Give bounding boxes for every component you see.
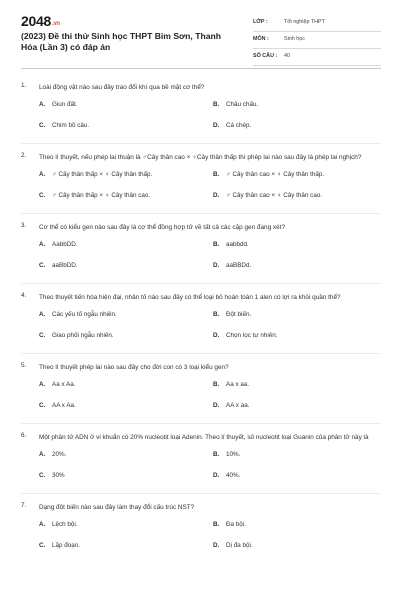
option-text: Aa x aa. [226,381,250,388]
answer-options [39,381,381,423]
question-3 [0,222,400,283]
option-text: Các yếu tố ngẫu nhiên. [52,311,117,318]
question-number: 3. [21,222,27,229]
meta-value: 40 [284,53,290,59]
answer-option-b[interactable] [213,311,251,318]
question-text: Một phân tử ADN ở vi khuẩn có 20% nucleotit loại Adenin. Theo lí thuyết, số nucleotit loại Guanin của phân tử này là [39,434,369,441]
option-letter: B. [213,311,220,318]
answer-option-a[interactable] [39,101,78,108]
site-logo[interactable] [21,13,60,29]
option-text: aaBbDD. [52,262,78,269]
option-letter: C. [39,402,46,409]
option-letter: D. [213,122,220,129]
option-text: AabbDD. [52,241,78,248]
option-letter: A. [39,171,46,178]
option-letter: D. [213,472,220,479]
answer-option-b[interactable] [213,171,324,178]
option-text: Chim bồ câu. [52,122,90,129]
option-letter: C. [39,122,46,129]
option-text: AA x aa. [226,402,250,409]
answer-option-c[interactable] [39,402,76,409]
option-text: Lệch bội. [52,521,78,528]
option-letter: B. [213,451,220,458]
option-letter: B. [213,521,220,528]
option-letter: B. [213,171,220,178]
option-letter: C. [39,262,46,269]
question-text: Dạng đột biến nào sau đây làm thay đổi cấu trúc NST? [39,504,195,511]
document-title: (2023) Đề thi thử Sinh học THPT Bỉm Sơn, Thanh Hóa (Lần 3) có đáp án [21,31,221,52]
question-2 [0,152,400,213]
question-1 [0,82,400,143]
answer-option-c[interactable] [39,332,114,339]
option-text: 20%. [52,451,67,458]
logo-suffix: .vn [51,21,60,27]
option-letter: B. [213,381,220,388]
answer-option-a[interactable] [39,451,66,458]
option-letter: B. [213,101,220,108]
option-text: Aa x Aa. [52,381,76,388]
question-text: Theo lí thuyết phép lai nào sau đây cho đời con có 3 loại kiểu gen? [39,364,229,371]
answer-options [39,171,381,213]
answer-option-d[interactable] [213,262,251,269]
option-text: Chọn lọc tự nhiên. [226,332,278,339]
answer-option-c[interactable] [39,262,78,269]
question-6 [0,432,400,493]
option-text: Giao phối ngẫu nhiên. [52,332,114,339]
answer-option-a[interactable] [39,381,75,388]
option-letter: A. [39,381,46,388]
question-7 [0,502,400,563]
option-letter: C. [39,472,46,479]
option-text: ♂ Cây thân cao × ♀ Cây thân thấp. [226,171,325,178]
question-number: 4. [21,292,27,299]
answer-option-d[interactable] [213,542,253,549]
option-letter: C. [39,332,46,339]
answer-option-d[interactable] [213,122,251,129]
answer-options [39,521,381,563]
answer-option-b[interactable] [213,451,240,458]
answer-option-b[interactable] [213,381,249,388]
option-text: Lặp đoạn. [52,542,81,549]
option-text: Giun đất. [52,101,78,108]
option-letter: A. [39,311,46,318]
answer-option-c[interactable] [39,472,65,479]
option-letter: D. [213,192,220,199]
answer-option-a[interactable] [39,171,152,178]
answer-option-c[interactable] [39,542,80,549]
answer-option-d[interactable] [213,402,249,409]
option-text: ♂ Cây thân cao × ♀ Cây thân cao. [226,192,323,199]
question-5 [0,362,400,423]
option-letter: D. [213,332,220,339]
option-letter: C. [39,192,46,199]
option-text: Cá chép. [226,122,252,129]
meta-label: LỚP : [253,19,268,25]
option-text: 40%. [226,472,241,479]
answer-option-b[interactable] [213,521,246,528]
answer-option-a[interactable] [39,241,78,248]
header-divider [21,68,381,69]
answer-options [39,241,381,283]
option-text: Châu chấu. [226,101,259,108]
option-letter: D. [213,542,220,549]
option-letter: D. [213,262,220,269]
question-number: 6. [21,432,27,439]
option-letter: D. [213,402,220,409]
answer-option-b[interactable] [213,241,249,248]
question-number: 5. [21,362,27,369]
answer-option-a[interactable] [39,311,117,318]
answer-option-c[interactable] [39,122,89,129]
meta-label: SỐ CÂU : [253,53,278,59]
option-letter: A. [39,101,46,108]
option-text: 30% [52,472,65,479]
question-text: Loài động vật nào sau đây trao đổi khí qua bề mặt cơ thể? [39,84,205,91]
option-letter: A. [39,521,46,528]
meta-row-count [253,50,381,66]
answer-option-c[interactable] [39,192,150,199]
meta-value: Tốt nghiệp THPT [284,19,325,25]
question-text: Cơ thể có kiểu gen nào sau đây là cơ thể đồng hợp tử về tất cả các cặp gen đang xét? [39,224,286,231]
answer-options [39,311,381,353]
option-letter: C. [39,542,46,549]
logo-main: 2048 [21,13,51,29]
document-header [0,0,400,64]
document-meta [253,16,381,67]
question-4 [0,292,400,353]
option-text: AA x Aa. [52,402,76,409]
option-text: aabbdd. [226,241,249,248]
option-letter: A. [39,451,46,458]
option-text: Dị đa bội. [226,542,253,549]
question-list [0,82,400,563]
answer-option-d[interactable] [213,332,277,339]
answer-option-d[interactable] [213,192,322,199]
answer-option-b[interactable] [213,101,258,108]
meta-row-subject [253,33,381,49]
question-number: 1. [21,82,27,89]
option-text: ♂ Cây thân thấp × ♀ Cây thân thấp. [52,171,153,178]
question-number: 7. [21,502,27,509]
option-text: 10%. [226,451,241,458]
option-text: Đa bội. [226,521,246,528]
answer-options [39,101,381,143]
option-text: aaBBDd. [226,262,252,269]
meta-row-class [253,16,381,32]
question-text: Theo thuyết tiến hóa hiện đại, nhân tố nào sau đây có thể loại bỏ hoàn toàn 1 alen có lợi ra khỏi quần thể? [39,294,341,301]
answer-option-d[interactable] [213,472,240,479]
option-letter: B. [213,241,220,248]
meta-label: MÔN : [253,36,269,42]
answer-option-a[interactable] [39,521,78,528]
question-text: Theo lí thuyết, nếu phép lai thuận là ♂Cây thân cao × ♀Cây thân thấp thì phép lai nào sau đây là phép lai nghịch? [39,154,362,161]
answer-options [39,451,381,493]
option-text: Đột biến. [226,311,252,318]
option-text: ♂ Cây thân thấp × ♀ Cây thân cao. [52,192,151,199]
option-letter: A. [39,241,46,248]
meta-value: Sinh học [284,36,305,42]
question-number: 2. [21,152,27,159]
